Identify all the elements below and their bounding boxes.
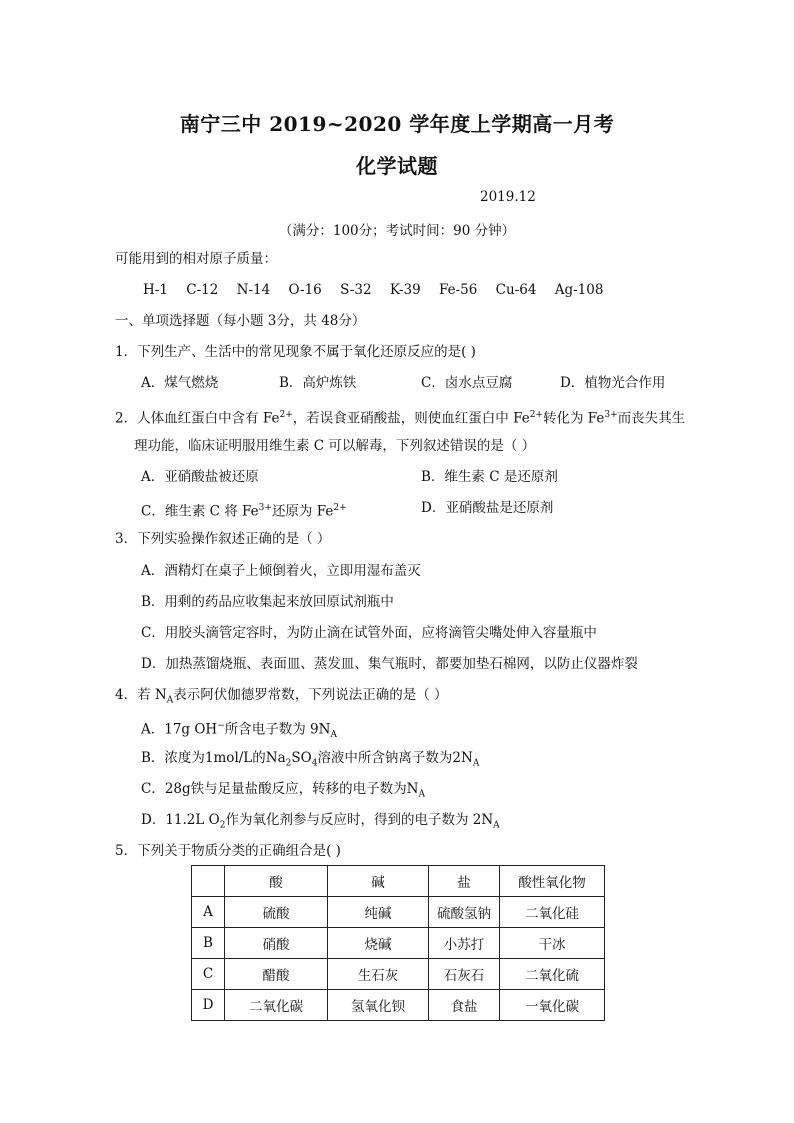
table-cell: 二氧化硅 xyxy=(500,897,605,928)
table-cell: 硫酸 xyxy=(225,897,328,928)
atomic-mass-item: Fe-56 xyxy=(439,282,478,298)
question-1-stem: 1．下列生产、生活中的常见现象不属于氧化还原反应的是( ) xyxy=(115,344,476,360)
question-1-option-b: B．高炉炼铁 xyxy=(279,375,357,391)
table-cell: 烧碱 xyxy=(328,928,429,959)
exam-date: 2019.12 xyxy=(480,189,536,205)
table-cell: 氢氧化钡 xyxy=(328,990,429,1021)
table-header-cell: 酸 xyxy=(225,866,328,897)
table-header-cell: 盐 xyxy=(429,866,500,897)
exam-title: 南宁三中 2019~2020 学年度上学期高一月考 xyxy=(179,112,615,136)
table-cell: 小苏打 xyxy=(429,928,500,959)
question-5-stem: 5．下列关于物质分类的正确组合是( ) xyxy=(115,843,341,859)
question-3-option-a: A．酒精灯在桌子上倾倒着火，立即用湿布盖灭 xyxy=(141,563,421,579)
atomic-mass-item: H-1 xyxy=(143,282,168,298)
atomic-mass-item: Cu-64 xyxy=(495,282,537,298)
table-cell: 硝酸 xyxy=(225,928,328,959)
table-header-cell xyxy=(192,866,225,897)
table-row xyxy=(192,928,605,959)
table-header-cell: 酸性氧化物 xyxy=(500,866,605,897)
atomic-mass-item: S-32 xyxy=(340,282,372,298)
question-2-stem-line2: 理功能，临床证明服用维生素 C 可以解毒，下列叙述错误的是（ ） xyxy=(134,438,536,454)
table-row xyxy=(192,897,605,928)
atomic-mass-item: C-12 xyxy=(186,282,219,298)
question-2-option-d: D．亚硝酸盐是还原剂 xyxy=(421,500,554,516)
atomic-mass-item: N-14 xyxy=(236,282,271,298)
table-cell: 醋酸 xyxy=(225,959,328,990)
table-cell: D xyxy=(192,990,225,1021)
question-4-option-a: A．17g OH−所含电子数为 $9N_A$ xyxy=(141,721,337,741)
question-4-option-b: B．浓度为1mol/L的$Na_2SO_4$溶液中所含钠离子数为$2N_A$ xyxy=(141,750,480,769)
question-3-option-c: C．用胶头滴管定容时，为防止滴在试管外面，应将滴管尖嘴处伸入容量瓶中 xyxy=(141,625,597,641)
table-header-cell: 碱 xyxy=(328,866,429,897)
classification-table xyxy=(191,865,605,1021)
question-4-option-c: C．28g铁与足量盐酸反应，转移的电子数为$N_A$ xyxy=(141,781,425,800)
question-2-option-a: A．亚硝酸盐被还原 xyxy=(141,469,259,485)
question-3-option-b: B．用剩的药品应收集起来放回原试剂瓶中 xyxy=(141,594,394,610)
question-4-option-d: D．11.2L $O_2$作为氧化剂参与反应时，得到的电子数为 $2N_A$ xyxy=(141,812,500,831)
table-cell: A xyxy=(192,897,225,928)
atomic-mass-list xyxy=(143,281,617,299)
table-cell: B xyxy=(192,928,225,959)
question-3-stem: 3．下列实验操作叙述正确的是（ ） xyxy=(115,531,331,547)
table-header-row xyxy=(192,866,605,897)
question-1-option-a: A．煤气燃烧 xyxy=(141,375,219,391)
question-1-option-d: D．植物光合作用 xyxy=(560,375,666,391)
question-2-option-c: C．维生素 C 将 $Fe^{3+}$还原为 $Fe^{2+}$ xyxy=(141,503,347,520)
atomic-mass-item: K-39 xyxy=(389,282,421,298)
table-cell: 干冰 xyxy=(500,928,605,959)
atomic-mass-item: O-16 xyxy=(288,282,322,298)
table-row xyxy=(192,990,605,1021)
table-cell: 石灰石 xyxy=(429,959,500,990)
table-cell: 二氧化硫 xyxy=(500,959,605,990)
question-2-option-b: B．维生素 C 是还原剂 xyxy=(421,469,558,485)
table-cell: C xyxy=(192,959,225,990)
atomic-mass-label: 可能用到的相对原子质量： xyxy=(115,251,277,267)
table-row xyxy=(192,959,605,990)
table-cell: 二氧化碳 xyxy=(225,990,328,1021)
question-3-option-d: D．加热蒸馏烧瓶、表面皿、蒸发皿、集气瓶时，都要加垫石棉网，以防止仪器炸裂 xyxy=(141,656,638,672)
question-1-option-c: C．卤水点豆腐 xyxy=(421,375,513,391)
table-cell: 食盐 xyxy=(429,990,500,1021)
exam-info: （满分：100分；考试时间：90 分钟） xyxy=(278,223,516,239)
question-4-stem: 4．若 $N_A$表示阿伏伽德罗常数，下列说法正确的是（ ） xyxy=(115,687,448,706)
question-2-stem-line1: 2．人体血红蛋白中含有 $Fe^{2+}$，若误食亚硝酸盐，则使血红蛋白中 $Fe^{2+}$转化为 $Fe^{3+}$而丧失其生 xyxy=(115,410,686,427)
table-cell: 一氧化碳 xyxy=(500,990,605,1021)
section-heading: 一、单项选择题（每小题 3分，共 48分） xyxy=(115,313,366,329)
table-cell: 纯碱 xyxy=(328,897,429,928)
table-cell: 硫酸氢钠 xyxy=(429,897,500,928)
atomic-mass-item: Ag-108 xyxy=(554,282,604,298)
subject-title: 化学试题 xyxy=(356,154,438,178)
table-cell: 生石灰 xyxy=(328,959,429,990)
